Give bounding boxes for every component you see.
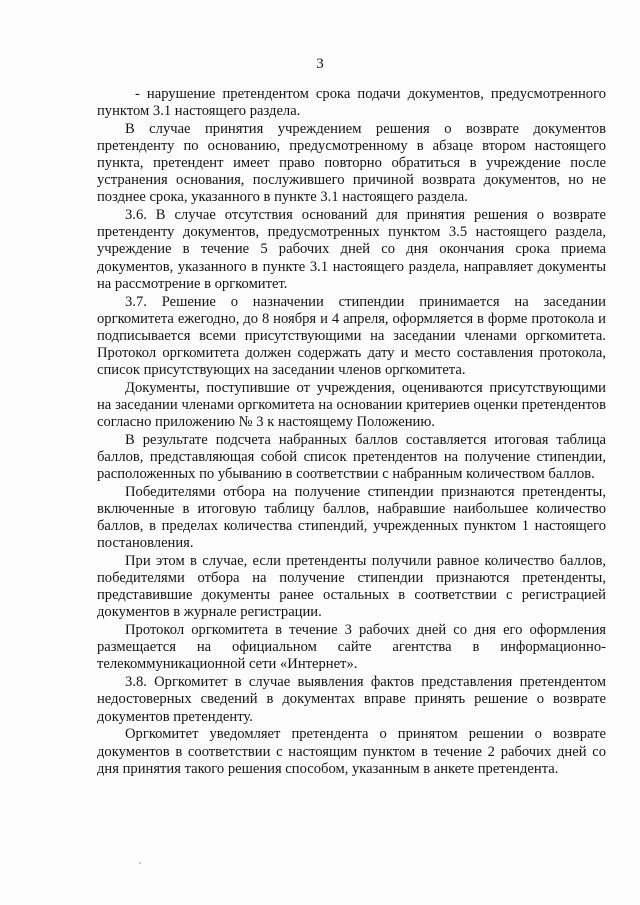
scan-speck — [139, 862, 141, 864]
paragraph-section-3-6: 3.6. В случае отсутствия оснований для принятия решения о возврате претенденту документов, предусмотренных пунктом 3.5 настоящего раздела, учреждение в течение 5 рабочих дней со дня окончания срока приема документов, указанного в пункте 3.1 настоящего раздела, направляет документы на рассмотрение в оргкомитет. — [97, 207, 606, 292]
paragraph-section-3-8: 3.8. Оргкомитет в случае выявления фактов представления претендентом недостоверных сведений в документах вправе принять решение о возврате документов претенденту. — [97, 674, 606, 725]
paragraph-notification: Оргкомитет уведомляет претендента о принятом решении о возврате документов в соответствии с настоящим пунктом в течение 2 рабочих дней со дня принятия такого решения способом, указанным в анкете претендента. — [97, 726, 606, 777]
page-number: 3 — [316, 56, 324, 72]
paragraph-section-3-7: 3.7. Решение о назначении стипендии принимается на заседании оргкомитета ежегодно, до 8 ноября и 4 апреля, оформляется в форме протокола и подписывается всеми присутствующими на заседании членами оргкомитета. Протокол оргкомитета должен содержать дату и место составления протокола, список присутствующих на заседании членов оргкомитета. — [97, 293, 606, 378]
paragraph-return-decision: В случае принятия учреждением решения о возврате документов претенденту по основанию, предусмотренному в абзаце втором настоящего пункта, претендент имеет право повторно обратиться в учреждение после устранения основания, послужившего причиной возврата документов, но не позднее срока, указанного в пункте 3.1 настоящего раздела. — [97, 120, 606, 206]
paragraph-protocol-publication: Протокол оргкомитета в течение 3 рабочих дней со дня его оформления размещается на официальном сайте агентства в информационно-телекоммуникационной сети «Интернет». — [97, 622, 606, 673]
paragraph-documents-evaluation: Документы, поступившие от учреждения, оцениваются присутствующими на заседании членами оргкомитета на основании критериев оценки претендентов согласно приложению № 3 к настоящему Положению. — [97, 379, 606, 430]
document-body — [97, 86, 606, 778]
paragraph-equal-scores: При этом в случае, если претенденты получили равное количество баллов, победителями отбора на получение стипендии признаются претенденты, представившие документы ранее остальных в соответствии с регистрацией документов в журнале регистрации. — [97, 553, 606, 621]
paragraph-deadline-violation: - нарушение претендентом срока подачи документов, предусмотренного пунктом 3.1 настоящего раздела. — [97, 86, 606, 120]
paragraph-winners: Победителями отбора на получение стипендии признаются претенденты, включенные в итоговую таблицу баллов, набравшие наибольшее количество баллов, в пределах количества стипендий, учрежденных пунктом 1 настоящего постановления. — [97, 483, 606, 552]
paragraph-final-score-table: В результате подсчета набранных баллов составляется итоговая таблица баллов, представляющая собой список претендентов на получение стипендии, расположенных по убыванию в соответствии с набранным количеством баллов. — [97, 431, 606, 483]
